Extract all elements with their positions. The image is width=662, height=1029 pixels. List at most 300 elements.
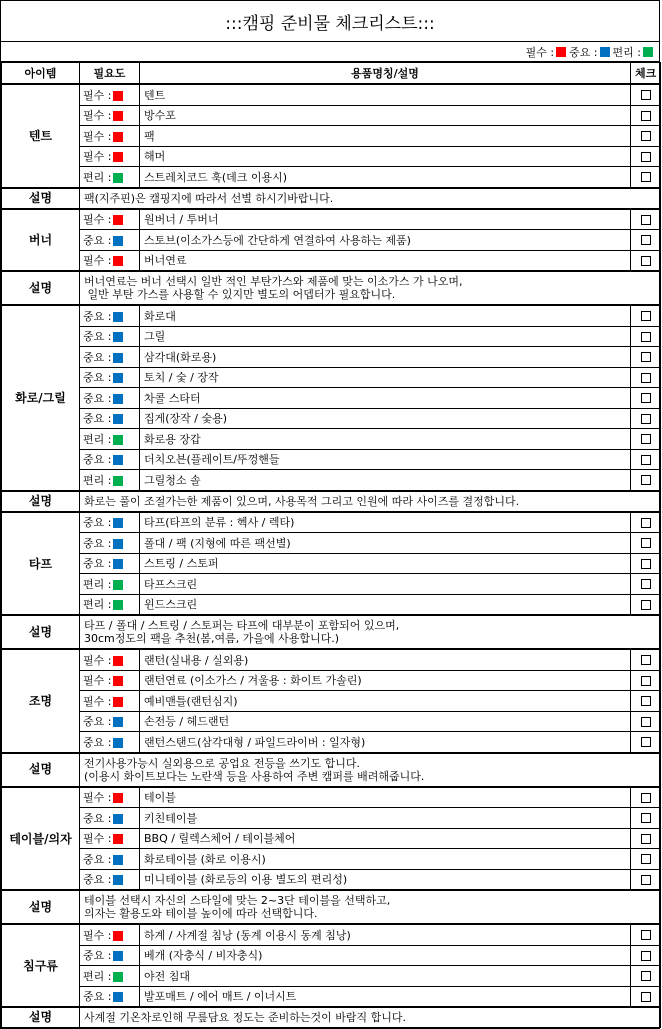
table-row <box>2 849 661 870</box>
need-level <box>80 326 140 347</box>
description-row <box>2 1007 661 1028</box>
table-row <box>2 367 661 388</box>
checkbox[interactable] <box>641 834 651 844</box>
priority-color-swatch <box>113 814 123 824</box>
table-row <box>2 594 661 615</box>
description-line: 30cm정도의 팩을 추천(봄,여름, 가을에 사용합니다.) <box>84 632 340 645</box>
check-cell <box>631 105 661 126</box>
description-text <box>80 615 661 649</box>
description-line: 전기사용가능시 실외용으로 공업요 전등을 쓰기도 합니다. <box>84 756 361 770</box>
checkbox[interactable] <box>641 256 651 266</box>
need-level <box>80 209 140 230</box>
priority-color-swatch <box>113 992 123 1002</box>
need-level <box>80 429 140 450</box>
priority-color-swatch <box>113 539 123 549</box>
need-level <box>80 553 140 574</box>
need-level <box>80 533 140 554</box>
check-cell <box>631 711 661 732</box>
checkbox[interactable] <box>641 737 651 747</box>
table-row <box>2 649 661 670</box>
need-label: 필수 : <box>83 832 112 846</box>
need-label: 중요 : <box>83 350 112 364</box>
category-label: 버너 <box>2 209 80 272</box>
need-level <box>80 649 140 670</box>
table-row <box>2 553 661 574</box>
table-row <box>2 305 661 326</box>
checkbox[interactable] <box>641 131 651 141</box>
check-cell <box>631 828 661 849</box>
need-label: 편리 : <box>83 432 112 446</box>
item-name: 예비맨틀(랜턴심지) <box>140 691 631 712</box>
description-line: 일반 부탄 가스를 사용할 수 있지만 별도의 어뎁터가 필요합니다. <box>84 288 396 301</box>
check-cell <box>631 945 661 966</box>
need-label: 중요 : <box>83 412 112 426</box>
description-line: 테이블 선택시 자신의 스타일에 맞는 2~3단 테이블을 선택하고, <box>84 894 391 907</box>
checkbox[interactable] <box>641 992 651 1002</box>
check-cell <box>631 408 661 429</box>
description-text <box>80 1007 661 1028</box>
need-label: 중요 : <box>83 873 112 887</box>
item-name: 야전 침대 <box>140 966 631 987</box>
priority-color-swatch <box>113 476 123 486</box>
priority-color-swatch <box>113 875 123 885</box>
category-label: 타프 <box>2 512 80 616</box>
need-level <box>80 449 140 470</box>
table-row <box>2 966 661 987</box>
need-level <box>80 828 140 849</box>
checkbox[interactable] <box>641 373 651 383</box>
need-level <box>80 408 140 429</box>
check-cell <box>631 670 661 691</box>
priority-color-swatch <box>113 455 123 465</box>
need-label: 필수 : <box>83 653 112 667</box>
priority-color-swatch <box>113 256 123 266</box>
table-row <box>2 105 661 126</box>
checkbox[interactable] <box>641 971 651 981</box>
item-name: 팩 <box>140 126 631 147</box>
table-row <box>2 347 661 368</box>
item-name: 미니테이블 (화로등의 이용 별도의 편리성) <box>140 869 631 890</box>
legend <box>1 42 659 62</box>
need-label: 중요 : <box>83 330 112 344</box>
item-name: 화로용 장갑 <box>140 429 631 450</box>
table-row <box>2 230 661 251</box>
table-row <box>2 146 661 167</box>
check-cell <box>631 250 661 271</box>
checkbox[interactable] <box>641 455 651 465</box>
table-row <box>2 388 661 409</box>
item-name: 윈드스크린 <box>140 594 631 615</box>
sheet-title: :::캠핑 준비물 체크리스트::: <box>1 1 659 42</box>
priority-color-swatch <box>113 855 123 865</box>
need-level <box>80 594 140 615</box>
need-level <box>80 84 140 105</box>
checkbox[interactable] <box>641 538 651 548</box>
check-cell <box>631 924 661 945</box>
header-name: 용품명칭/설명 <box>140 63 631 85</box>
table-row <box>2 84 661 105</box>
item-name: 랜턴스탠드(삼각대형 / 파일드라이버 : 일자형) <box>140 732 631 753</box>
check-cell <box>631 553 661 574</box>
description-label: 설명 <box>2 890 80 924</box>
check-cell <box>631 470 661 491</box>
check-cell <box>631 533 661 554</box>
need-level <box>80 305 140 326</box>
category-label: 침구류 <box>2 924 80 1007</box>
need-label: 필수 : <box>83 791 112 805</box>
item-name: 텐트 <box>140 84 631 105</box>
priority-color-swatch <box>113 697 123 707</box>
need-level <box>80 670 140 691</box>
need-level <box>80 367 140 388</box>
priority-color-swatch <box>113 394 123 404</box>
priority-color-swatch <box>113 236 123 246</box>
priority-color-swatch <box>113 676 123 686</box>
priority-color-swatch <box>113 972 123 982</box>
check-cell <box>631 691 661 712</box>
item-name: 폴대 / 팩 (지형에 따른 팩선별) <box>140 533 631 554</box>
check-cell <box>631 209 661 230</box>
need-level <box>80 732 140 753</box>
check-cell <box>631 305 661 326</box>
category-label: 텐트 <box>2 84 80 188</box>
check-cell <box>631 230 661 251</box>
need-label: 필수 : <box>83 129 112 143</box>
item-name: 스토브(이소가스등에 간단하게 연결하여 사용하는 제품) <box>140 230 631 251</box>
checkbox[interactable] <box>641 215 651 225</box>
check-cell <box>631 966 661 987</box>
need-level <box>80 945 140 966</box>
checkbox[interactable] <box>641 393 651 403</box>
checkbox[interactable] <box>641 696 651 706</box>
item-name: 발포매트 / 에어 매트 / 이너시트 <box>140 986 631 1007</box>
need-label: 필수 : <box>83 88 112 102</box>
table-row <box>2 250 661 271</box>
item-name: 화로대 <box>140 305 631 326</box>
category-label: 테이블/의자 <box>2 787 80 891</box>
item-name: 방수포 <box>140 105 631 126</box>
table-row <box>2 533 661 554</box>
need-label: 중요 : <box>83 516 112 530</box>
description-line: 타프 / 폴대 / 스트링 / 스토퍼는 타프에 대부분이 포함되어 있으며, <box>84 619 400 632</box>
priority-color-swatch <box>113 931 123 941</box>
check-cell <box>631 449 661 470</box>
description-text <box>80 271 661 305</box>
table-row <box>2 408 661 429</box>
item-name: 더치오븐(플레이트/뚜껑핸들 <box>140 449 631 470</box>
description-row <box>2 271 661 305</box>
table-row <box>2 670 661 691</box>
need-label: 중요 : <box>83 453 112 467</box>
need-label: 편리 : <box>83 969 112 983</box>
need-label: 편리 : <box>83 473 112 487</box>
need-label: 편리 : <box>83 170 112 184</box>
priority-color-swatch <box>113 215 123 225</box>
checkbox[interactable] <box>641 579 651 589</box>
priority-color-swatch <box>113 951 123 961</box>
item-name: 타프(타프의 분류 : 헥사 / 렉타) <box>140 512 631 533</box>
need-level <box>80 849 140 870</box>
need-label: 중요 : <box>83 391 112 405</box>
need-label: 필수 : <box>83 109 112 123</box>
table-row <box>2 126 661 147</box>
table-row <box>2 326 661 347</box>
checkbox[interactable] <box>641 235 651 245</box>
description-row <box>2 890 661 924</box>
need-level <box>80 347 140 368</box>
description-label: 설명 <box>2 188 80 209</box>
need-level <box>80 105 140 126</box>
legend-label: 중요 : <box>569 45 598 59</box>
priority-color-swatch <box>113 518 123 528</box>
checkbox[interactable] <box>641 793 651 803</box>
item-name: 원버너 / 투버너 <box>140 209 631 230</box>
priority-color-swatch <box>113 414 123 424</box>
description-label: 설명 <box>2 491 80 512</box>
item-name: 화로테이블 (화로 이용시) <box>140 849 631 870</box>
need-level <box>80 808 140 829</box>
item-name: 손전등 / 헤드랜턴 <box>140 711 631 732</box>
legend-color-swatch <box>643 47 653 57</box>
checkbox[interactable] <box>641 813 651 823</box>
item-name: 베개 (자충식 / 비자충식) <box>140 945 631 966</box>
check-cell <box>631 594 661 615</box>
table-row <box>2 828 661 849</box>
item-name: 집게(장작 / 숯용) <box>140 408 631 429</box>
priority-color-swatch <box>113 111 123 121</box>
category-label: 화로/그릴 <box>2 305 80 491</box>
description-text <box>80 753 661 787</box>
check-cell <box>631 787 661 808</box>
checkbox[interactable] <box>641 717 651 727</box>
need-level <box>80 691 140 712</box>
item-name: 랜턴(실내용 / 실외용) <box>140 649 631 670</box>
priority-color-swatch <box>113 559 123 569</box>
need-label: 필수 : <box>83 694 112 708</box>
need-level <box>80 126 140 147</box>
legend-important <box>569 44 609 60</box>
priority-color-swatch <box>113 91 123 101</box>
priority-color-swatch <box>113 738 123 748</box>
checkbox[interactable] <box>641 90 651 100</box>
checklist-table <box>1 62 661 1028</box>
checkbox[interactable] <box>641 676 651 686</box>
need-label: 중요 : <box>83 852 112 866</box>
priority-color-swatch <box>113 717 123 727</box>
item-name: 테이블 <box>140 787 631 808</box>
table-row <box>2 787 661 808</box>
header-item: 아이템 <box>2 63 80 85</box>
description-text <box>80 890 661 924</box>
description-line: 화로는 풀이 조절가는한 제품이 있으며, 사용목적 그리고 인원에 따라 사이즈를 결정합니다. <box>84 494 520 508</box>
need-label: 필수 : <box>83 674 112 688</box>
priority-color-swatch <box>113 656 123 666</box>
checkbox[interactable] <box>641 951 651 961</box>
item-name: 키친테이블 <box>140 808 631 829</box>
checkbox[interactable] <box>641 559 651 569</box>
checkbox[interactable] <box>641 152 651 162</box>
description-row <box>2 615 661 649</box>
item-name: 삼각대(화로용) <box>140 347 631 368</box>
check-cell <box>631 849 661 870</box>
check-cell <box>631 167 661 188</box>
item-name: 타프스크린 <box>140 574 631 595</box>
check-cell <box>631 126 661 147</box>
priority-color-swatch <box>113 435 123 445</box>
description-text <box>80 188 661 209</box>
need-level <box>80 966 140 987</box>
checklist-body <box>2 84 661 1028</box>
priority-color-swatch <box>113 793 123 803</box>
check-cell <box>631 649 661 670</box>
checkbox[interactable] <box>641 655 651 665</box>
check-cell <box>631 869 661 890</box>
check-cell <box>631 732 661 753</box>
description-line: 버너연료는 버너 선택시 일반 적인 부탄가스와 제품에 맞는 이소가스 가 나오며, <box>84 275 463 288</box>
priority-color-swatch <box>113 834 123 844</box>
description-row <box>2 188 661 209</box>
need-label: 필수 : <box>83 213 112 227</box>
need-level <box>80 711 140 732</box>
check-cell <box>631 84 661 105</box>
checkbox[interactable] <box>641 172 651 182</box>
description-line: (이용시 화이트보다는 노란색 등을 사용하여 주변 캠퍼를 배려해줍니다. <box>84 769 425 783</box>
need-level <box>80 146 140 167</box>
table-row <box>2 512 661 533</box>
check-cell <box>631 986 661 1007</box>
item-name: BBQ / 릴렉스체어 / 테이블체어 <box>140 828 631 849</box>
need-label: 필수 : <box>83 254 112 268</box>
header-row <box>2 63 661 85</box>
need-label: 중요 : <box>83 715 112 729</box>
need-level <box>80 986 140 1007</box>
need-label: 중요 : <box>83 371 112 385</box>
legend-essential <box>526 44 566 60</box>
priority-color-swatch <box>113 600 123 610</box>
item-name: 토치 / 숯 / 장작 <box>140 367 631 388</box>
table-row <box>2 945 661 966</box>
checkbox[interactable] <box>641 600 651 610</box>
priority-color-swatch <box>113 132 123 142</box>
table-row <box>2 429 661 450</box>
table-row <box>2 574 661 595</box>
need-label: 중요 : <box>83 949 112 963</box>
check-cell <box>631 367 661 388</box>
need-level <box>80 512 140 533</box>
description-line: 팩(지주핀)은 캠핑지에 따라서 선별 하시기바랍니다. <box>84 191 334 205</box>
header-check: 체크 <box>631 63 661 85</box>
item-name: 그릴 <box>140 326 631 347</box>
check-cell <box>631 326 661 347</box>
item-name: 스트레치코드 훅(데크 이용시) <box>140 167 631 188</box>
header-need: 필요도 <box>80 63 140 85</box>
need-label: 중요 : <box>83 536 112 550</box>
priority-color-swatch <box>113 332 123 342</box>
legend-label: 편리 : <box>612 45 641 59</box>
table-row <box>2 986 661 1007</box>
need-level <box>80 470 140 491</box>
table-row <box>2 711 661 732</box>
description-row <box>2 491 661 512</box>
description-line: 의자는 활용도와 테이블 높이에 따라 선택합니다. <box>84 907 318 920</box>
need-level <box>80 167 140 188</box>
need-level <box>80 250 140 271</box>
table-row <box>2 449 661 470</box>
checkbox[interactable] <box>641 518 651 528</box>
item-name: 스트링 / 스토퍼 <box>140 553 631 574</box>
item-name: 그릴청소 솔 <box>140 470 631 491</box>
check-cell <box>631 574 661 595</box>
priority-color-swatch <box>113 312 123 322</box>
checkbox[interactable] <box>641 854 651 864</box>
priority-color-swatch <box>113 580 123 590</box>
table-row <box>2 691 661 712</box>
table-row <box>2 808 661 829</box>
need-label: 편리 : <box>83 577 112 591</box>
legend-color-swatch <box>600 47 610 57</box>
legend-color-swatch <box>556 47 566 57</box>
need-label: 필수 : <box>83 150 112 164</box>
need-label: 편리 : <box>83 598 112 612</box>
item-name: 차콜 스타터 <box>140 388 631 409</box>
table-row <box>2 167 661 188</box>
need-level <box>80 230 140 251</box>
need-level <box>80 924 140 945</box>
checkbox[interactable] <box>641 311 651 321</box>
description-label: 설명 <box>2 1007 80 1028</box>
item-name: 버너연료 <box>140 250 631 271</box>
checkbox[interactable] <box>641 875 651 885</box>
checkbox[interactable] <box>641 111 651 121</box>
description-row <box>2 753 661 787</box>
category-label: 조명 <box>2 649 80 753</box>
checkbox[interactable] <box>641 434 651 444</box>
description-line: 사계절 기온차로인해 무릎담요 정도는 준비하는것이 바람직 합니다. <box>84 1011 407 1024</box>
table-row <box>2 209 661 230</box>
description-label: 설명 <box>2 271 80 305</box>
description-label: 설명 <box>2 615 80 649</box>
check-cell <box>631 347 661 368</box>
priority-color-swatch <box>113 353 123 363</box>
need-level <box>80 574 140 595</box>
checkbox[interactable] <box>641 332 651 342</box>
checkbox[interactable] <box>641 475 651 485</box>
table-row <box>2 732 661 753</box>
need-level <box>80 787 140 808</box>
checkbox[interactable] <box>641 352 651 362</box>
check-cell <box>631 808 661 829</box>
check-cell <box>631 146 661 167</box>
priority-color-swatch <box>113 173 123 183</box>
item-name: 해머 <box>140 146 631 167</box>
need-label: 중요 : <box>83 990 112 1004</box>
check-cell <box>631 388 661 409</box>
need-label: 필수 : <box>83 928 112 942</box>
table-row <box>2 924 661 945</box>
need-label: 중요 : <box>83 735 112 749</box>
item-name: 하계 / 사계절 침낭 (동계 이용시 동계 침낭) <box>140 924 631 945</box>
checkbox[interactable] <box>641 930 651 940</box>
legend-label: 필수 : <box>525 45 555 59</box>
description-label: 설명 <box>2 753 80 787</box>
need-label: 중요 : <box>83 811 112 825</box>
checkbox[interactable] <box>641 414 651 424</box>
need-level <box>80 388 140 409</box>
need-label: 중요 : <box>83 309 112 323</box>
priority-color-swatch <box>113 373 123 383</box>
check-cell <box>631 429 661 450</box>
need-level <box>80 869 140 890</box>
